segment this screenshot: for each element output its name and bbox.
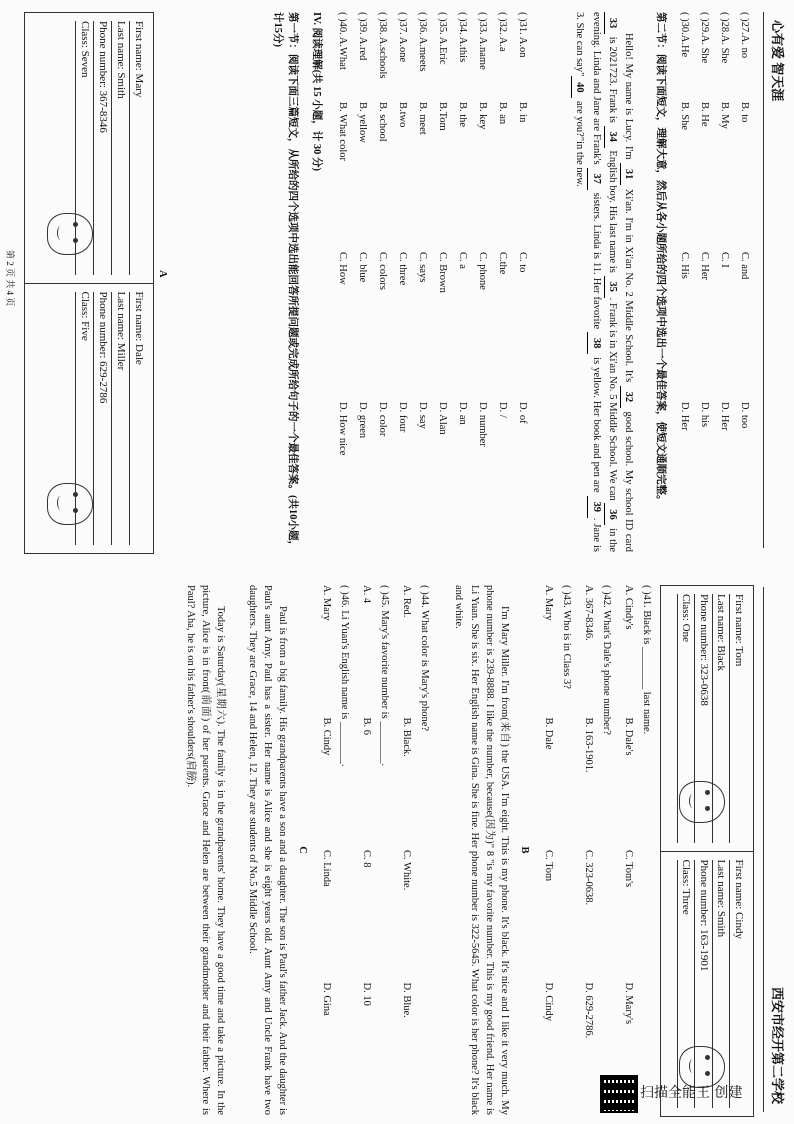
option-row: ( )29.A. She B. He C. Her D. his	[698, 12, 710, 428]
question-46: ( )46. Li Yuan's English name is ________.	[339, 585, 350, 767]
passage-b-label: B	[519, 846, 530, 854]
question-44-options: A. Red. B. Black. C. White. D. Blue.	[401, 585, 412, 1018]
part4-title: IV. 阅读理解(共 15 小题，计 30 分)	[311, 12, 322, 172]
option-row: ( )27.A. no B. to C. and D. too	[738, 12, 750, 429]
header-divider	[763, 12, 764, 548]
left-column	[0, 0, 794, 560]
part2-title: 第二节：阅读下面短文，理解大意，然后从各小题所给的四个选项中选出一个最佳答案，使短文通顺完整。	[655, 12, 666, 506]
boy-portrait-icon	[679, 781, 725, 823]
option-row: ( )40. A.What B. What color C. How D. How nice	[336, 12, 348, 456]
scanner-watermark: 扫描全能王 创建	[640, 1085, 743, 1101]
option-row: ( )33. A.name B. key C. phone D. number	[476, 12, 488, 447]
girl-portrait-icon	[47, 213, 93, 255]
option-row: ( )37. A.one B.two C. three D. four	[396, 12, 408, 433]
passage-c-para-2: Today is Saturday(星期六). The family is in the grandparents' home. They have a good time and take a picture. In the picture, Alice is in front(前面) of her parents. Grace and Helen are between their grandmother and their father. Where is Paul? Aha, he is on his father's shoulders(肩膀).	[184, 585, 226, 1115]
id-card-tom: First name: Tom Last name: Black Phone number: 323-0638 Class: One	[661, 586, 753, 851]
page-footer: 第 2 页 共 4 页	[5, 250, 15, 307]
id-cards-b	[660, 585, 754, 1117]
question-42: ( )42. What's Dale's phone number?	[601, 585, 612, 735]
option-row: ( )34. A.this B. the C. a D. an	[456, 12, 468, 425]
id-card-mary: First name: Mary Last name: Smith Phone number: 367-8346 Class: Seven	[25, 13, 153, 283]
option-row: ( )28.A. She B. My C. I D. Her	[718, 12, 730, 431]
question-41-options: A. Cindy's B. Dale's C. Tom's D. Mary's	[623, 585, 634, 1025]
header-divider	[763, 587, 764, 1112]
option-row: ( )30.A.He B. She C. His D. Her	[678, 12, 690, 431]
school-name: 西安市经开第二学校	[770, 986, 785, 1104]
passage-c-para-1: Paul is from a big family. His grandparents have a son and a daughter. The son is Paul's father Jack. And the daughter is Paul's aunt Amy. Paul has a sister. Her name is Alice and she is eight years old. Aunt Amy and Uncle Frank have two daughters. They are Grace, 14 and Helen, 12. They are students of No.5 Middle School.	[246, 585, 288, 1115]
passage-a-label: A	[157, 270, 168, 278]
question-43-options: A. Mary B. Dale C. Tom D. Cindy	[543, 585, 554, 1022]
boy-portrait-icon	[47, 483, 93, 525]
qr-code-icon	[600, 1075, 638, 1113]
school-motto: 心有爱 智天涯	[770, 20, 785, 102]
option-row: ( )36. A.meets B. meet C. says D. say	[416, 12, 428, 429]
question-46-options: A. Mary B. Cindy C. Linda D. Gina	[321, 585, 332, 1016]
passage-b: I'm Mary Miller. I'm from(来自) the USA. I'm eight. This is my phone. It's black. It's nice and I like it very much. My phone number is 239-8888. I like the number, because(因为)" 8 "is my favorite number. This is my good friend. Her name is Li Yuan. She is six. Her English name is Gina. She is fine. Her phone number is 322-5645. What color is her phone? It's black and white.	[453, 585, 510, 1115]
passage-c-label: C	[297, 846, 308, 854]
part4-subtitle: 第一节：阅读下面三篇短文，从所给的四个选项中选出能回答所提问题或完成所给句子的一个最佳答案。(共10小题，计15分)	[271, 12, 298, 551]
cloze-passage: Hello! My name is Lucy. I'm 31 Xi'an. I'm in Xi'an No. 2 Middle School. It's 32 good school. My school ID card 33 is 2021723. Frank is 34 English boy. His last name is 35. Frank is in Xi'an No. 5 Middle School. We can 36 in the evening. Linda and Jane are Frank's 37 sisters. Linda is 11. Her favorite 38 is yellow. Her book and pen are 39. Jane is 3. She can say"40 are you?"in the new.	[571, 12, 636, 552]
question-41: ( )41. Black is ________ last name.	[641, 585, 652, 735]
option-row: ( )35. A.Eric B.Tom C. Brown D. Alan	[436, 12, 448, 435]
options-31-40	[332, 12, 532, 552]
question-42-options: A. 367-8346. B. 163-1901. C. 323-0638. D. 629-2786.	[583, 585, 594, 1039]
right-column	[0, 575, 794, 1124]
option-row: ( )38. A.schools B. school C. colors D. color	[376, 12, 388, 437]
id-card-dale: First name: Dale Last name: Miller Phone number: 629-2786 Class: Five	[25, 283, 153, 554]
id-card-cindy: First name: Cindy Last name: Smith Phone number: 163-1901 Class: Three	[661, 851, 753, 1117]
options-27-30	[674, 12, 754, 552]
question-43: ( )43. Who is in Class 3?	[561, 585, 572, 689]
option-row: ( )31. A.on B. in C. to D. of	[516, 12, 528, 424]
option-row: ( )39. A.red B. yellow C. blue D. green	[356, 12, 368, 439]
id-cards-a	[24, 12, 154, 554]
question-45-options: A. 4 B. 6 C. 8 D. 10	[361, 585, 372, 1006]
question-45: ( )45. Mary's favorite number is ________.	[379, 585, 390, 766]
option-row: ( )32. A.a B. an C.the D. /	[496, 12, 508, 418]
question-44: ( )44. What color is Mary's phone?	[419, 585, 430, 732]
